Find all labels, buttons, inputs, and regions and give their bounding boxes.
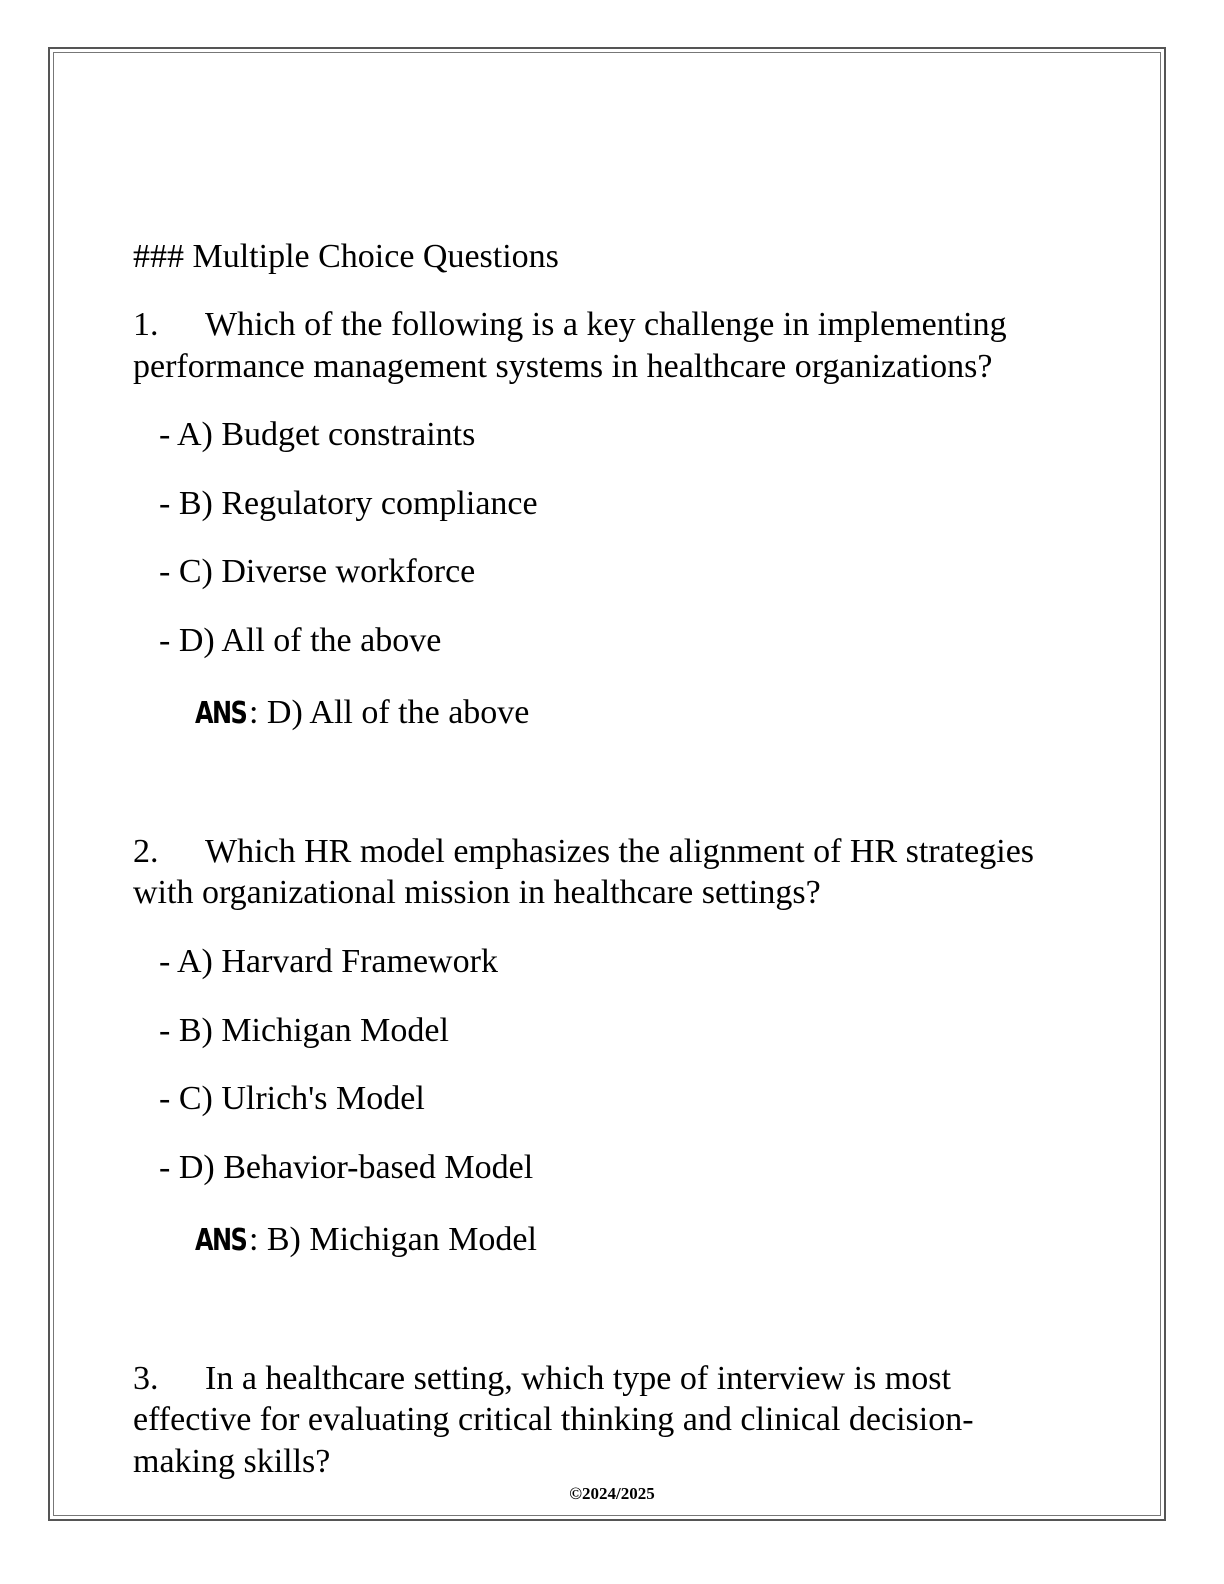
question-3-number: 3. [133,1360,159,1397]
question-2-option-b: - B) Michigan Model [159,1012,449,1049]
question-1-option-c: - C) Diverse workforce [159,553,476,590]
question-2-answer-text: : B) Michigan Model [248,1221,537,1258]
copyright-footer: ©2024/2025 [569,1484,655,1503]
question-1-option-b: - B) Regulatory compliance [159,485,538,522]
section-heading: ### Multiple Choice Questions [133,238,559,275]
question-1-option-d: - D) All of the above [159,622,442,659]
question-3-text: In a healthcare setting, which type of interview is most [205,1360,951,1397]
question-1-number: 1. [133,306,159,343]
question-1-line-1 [133,304,1007,345]
question-3-line-1 [133,1358,951,1399]
question-1-text: Which of the following is a key challenge in implementing [205,306,1007,343]
question-2-line-1 [133,831,1034,872]
question-1-option-a: - A) Budget constraints [159,416,476,453]
answer-label: ANS [195,1223,247,1258]
question-2-option-a: - A) Harvard Framework [159,943,498,980]
question-1-answer-text: : D) All of the above [248,694,530,731]
question-2-line-2: with organizational mission in healthcare settings? [133,874,821,911]
question-2-number: 2. [133,833,159,870]
question-3-line-2: effective for evaluating critical thinking and clinical decision- [133,1401,974,1438]
question-2-option-c: - C) Ulrich's Model [159,1080,425,1117]
question-2-answer [195,1219,537,1261]
question-1-answer [195,692,529,734]
question-2-text: Which HR model emphasizes the alignment of HR strategies [205,833,1035,870]
answer-label: ANS [195,696,247,731]
question-1-line-2: performance management systems in healthcare organizations? [133,348,993,385]
question-2-option-d: - D) Behavior-based Model [159,1149,534,1186]
question-3-line-3: making skills? [133,1443,331,1480]
